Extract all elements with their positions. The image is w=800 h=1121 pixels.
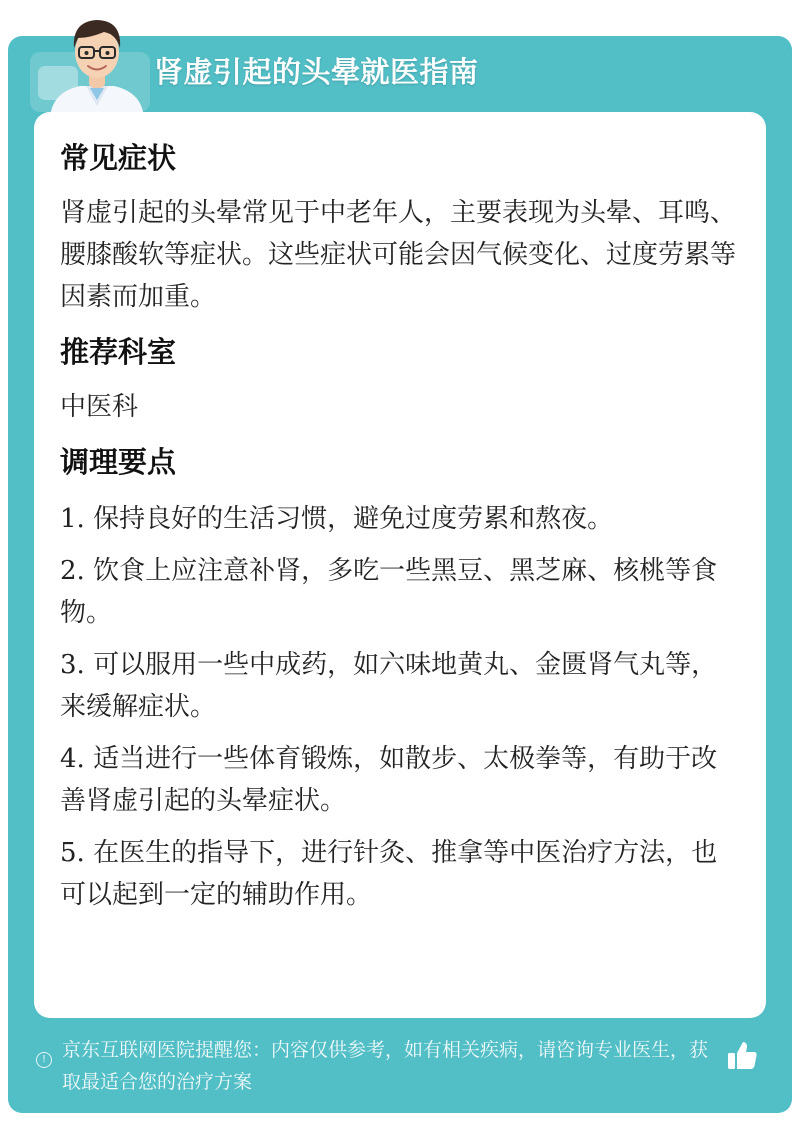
list-item-text: 保持良好的生活习惯，避免过度劳累和熬夜。 — [93, 504, 614, 534]
section-title-department: 推荐科室 — [60, 335, 177, 369]
list-item-number: 1. — [60, 504, 85, 534]
department-text: 中医科 — [60, 392, 139, 422]
section-title-symptoms: 常见症状 — [60, 141, 177, 175]
list-item-number: 2. — [60, 556, 85, 586]
section-title-care-tips: 调理要点 — [60, 445, 177, 479]
list-item — [60, 498, 740, 540]
content-card — [34, 112, 766, 1018]
care-tips-list — [60, 498, 740, 916]
list-item — [60, 832, 740, 916]
list-item-text: 饮食上应注意补肾，多吃一些黑豆、黑芝麻、核桃等食物。 — [60, 556, 718, 628]
info-icon: ! — [36, 1052, 52, 1068]
list-item-number: 5. — [60, 838, 85, 868]
footer — [36, 1032, 726, 1102]
list-item — [60, 550, 740, 634]
doctor-avatar — [42, 8, 152, 118]
list-item-text: 在医生的指导下，进行针灸、推拿等中医治疗方法，也可以起到一定的辅助作用。 — [60, 838, 718, 910]
list-item-text: 适当进行一些体育锻炼，如散步、太极拳等，有助于改善肾虚引起的头晕症状。 — [60, 744, 718, 816]
thumbs-up-icon[interactable] — [724, 1038, 760, 1074]
page-title: 肾虚引起的头晕就医指南 — [154, 55, 479, 89]
list-item-text: 可以服用一些中成药，如六味地黄丸、金匮肾气丸等，来缓解症状。 — [60, 650, 718, 722]
list-item-number: 4. — [60, 744, 85, 774]
list-item — [60, 738, 740, 822]
list-item — [60, 644, 740, 728]
footer-disclaimer: 京东互联网医院提醒您：内容仅供参考，如有相关疾病，请咨询专业医生，获取最适合您的治疗方案 — [62, 1039, 709, 1093]
list-item-number: 3. — [60, 650, 85, 680]
symptoms-text: 肾虚引起的头晕常见于中老年人，主要表现为头晕、耳鸣、腰膝酸软等症状。这些症状可能会因气候变化、过度劳累等因素而加重。 — [60, 198, 737, 312]
